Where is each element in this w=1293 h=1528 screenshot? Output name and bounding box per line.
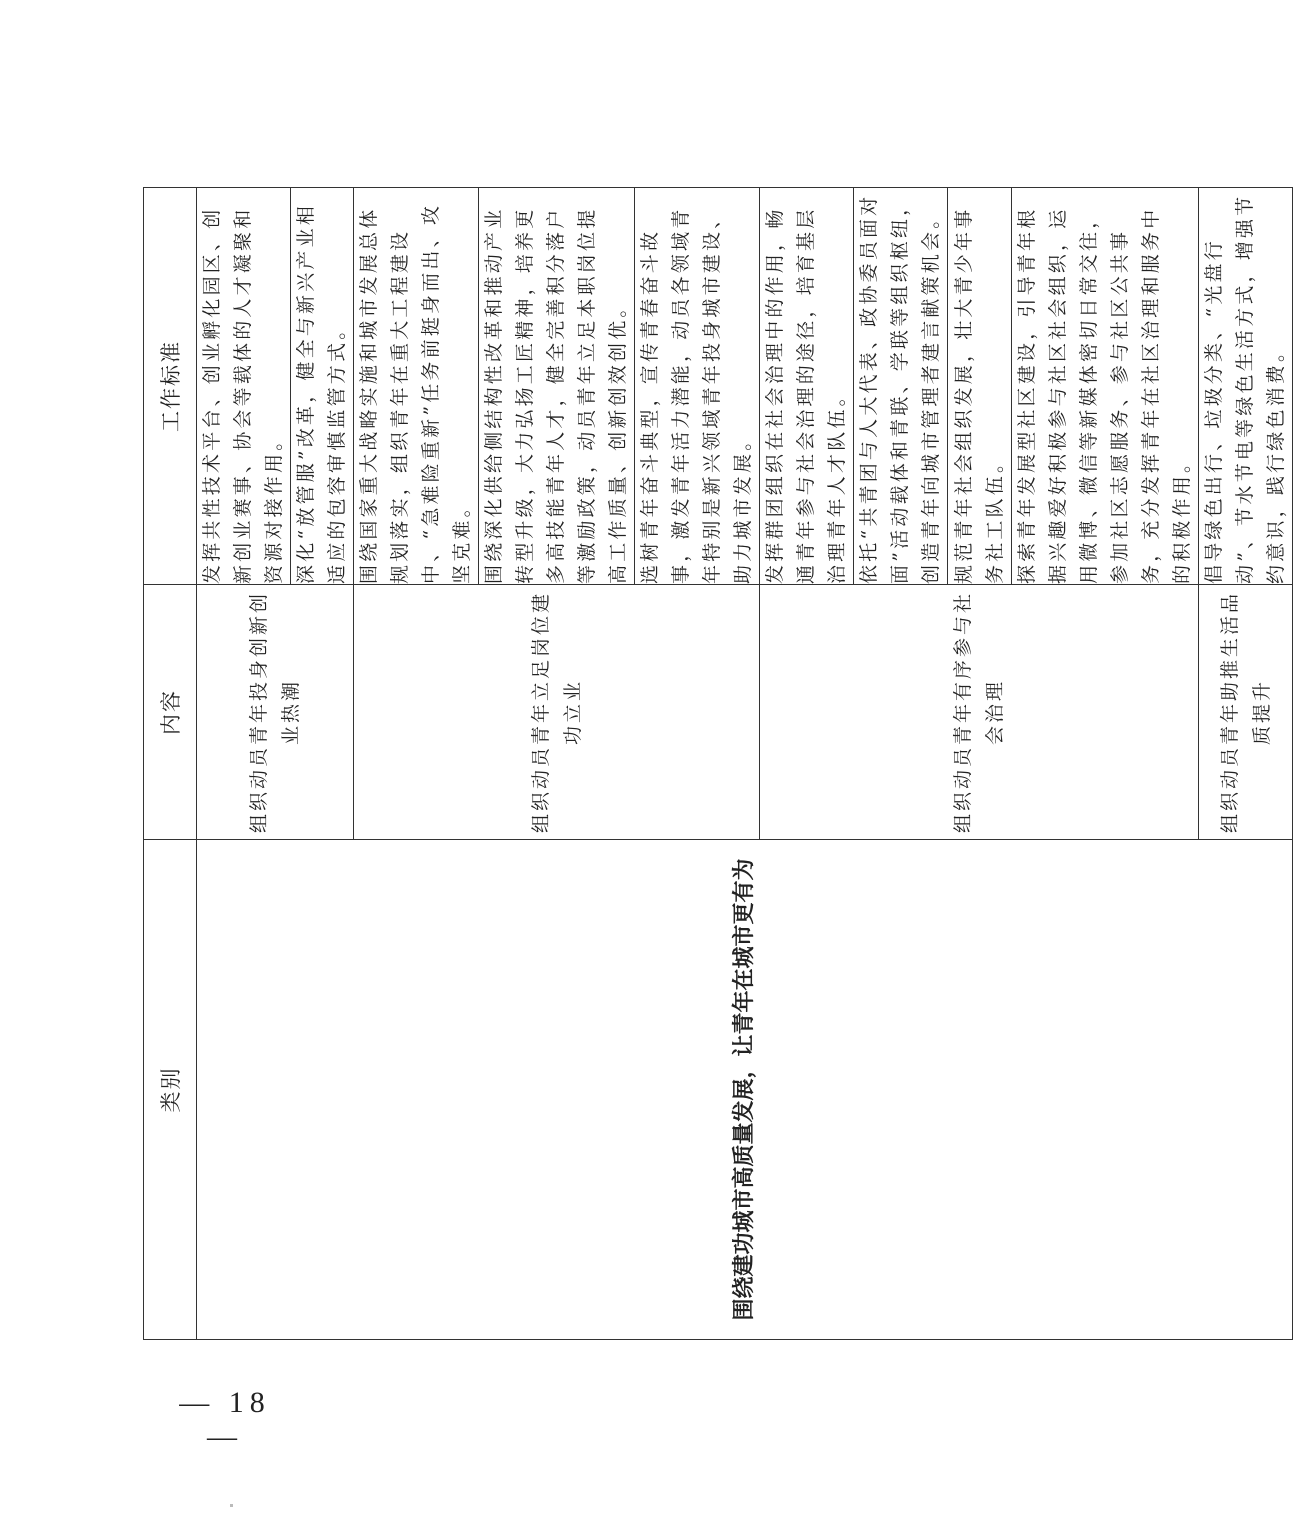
header-category: 类别 [144, 840, 197, 1340]
content-cell: 组织动员青年有序参与社会治理 [760, 585, 1199, 840]
standard-cell: 围绕国家重大战略实施和城市发展总体规划落实，组织青年在重大工程建设中、“急难险重新”任务前挺身而出、攻坚克难。 [354, 188, 479, 585]
standard-cell: 探索青年发展型社区建设，引导青年根据兴趣爱好积极参与社区社会组织，运用微博、微信等新媒体密切日常交往，参加社区志愿服务、参与社区公共事务，充分发挥青年在社区治理和服务中的积极作用。 [1012, 188, 1199, 585]
category-cell: 围绕建功城市高质量发展，让青年在城市更有为 [197, 840, 1293, 1340]
standard-cell: 规范青年社会组织发展，壮大青少年事务社工队伍。 [948, 188, 1012, 585]
content-cell: 组织动员青年助推生活品质提升 [1199, 585, 1293, 840]
content-cell: 组织动员青年立足岗位建功立业 [354, 585, 760, 840]
standard-cell: 倡导绿色出行、垃圾分类、“光盘行动”、节水节电等绿色生活方式，增强节约意识，践行绿色消费。 [1199, 188, 1293, 585]
work-standards-table [143, 187, 1293, 1340]
standard-cell: 选树青年奋斗典型，宣传青春奋斗故事，激发青年活力潜能，动员各领域青年特别是新兴领域青年投身城市建设、助力城市发展。 [635, 188, 760, 585]
rotated-table-frame [143, 188, 1287, 1340]
standard-cell: 发挥群团组织在社会治理中的作用，畅通青年参与社会治理的途径，培育基层治理青年人才队伍。 [760, 188, 854, 585]
content-cell: 组织动员青年投身创新创业热潮 [197, 585, 354, 840]
standard-cell: 依托“共青团与人大代表、政协委员面对面”活动载体和青联、学联等组织枢纽，创造青年向城市管理者建言献策机会。 [854, 188, 948, 585]
standard-cell: 深化“放管服”改革，健全与新兴产业相适应的包容审慎监管方式。 [291, 188, 354, 585]
standard-cell: 发挥共性技术平台、创业孵化园区、创新创业赛事、协会等载体的人才凝聚和资源对接作用。 [197, 188, 291, 585]
page-number: — 18 — [179, 1386, 271, 1453]
header-content: 内容 [144, 585, 197, 840]
standard-cell: 围绕深化供给侧结构性改革和推动产业转型升级，大力弘扬工匠精神，培养更多高技能青年人才，健全完善积分落户等激励政策，动员青年立足本职岗位提高工作质量、创新创效创优。 [479, 188, 635, 585]
header-standard: 工作标准 [144, 188, 197, 585]
scan-speck [230, 1504, 233, 1507]
